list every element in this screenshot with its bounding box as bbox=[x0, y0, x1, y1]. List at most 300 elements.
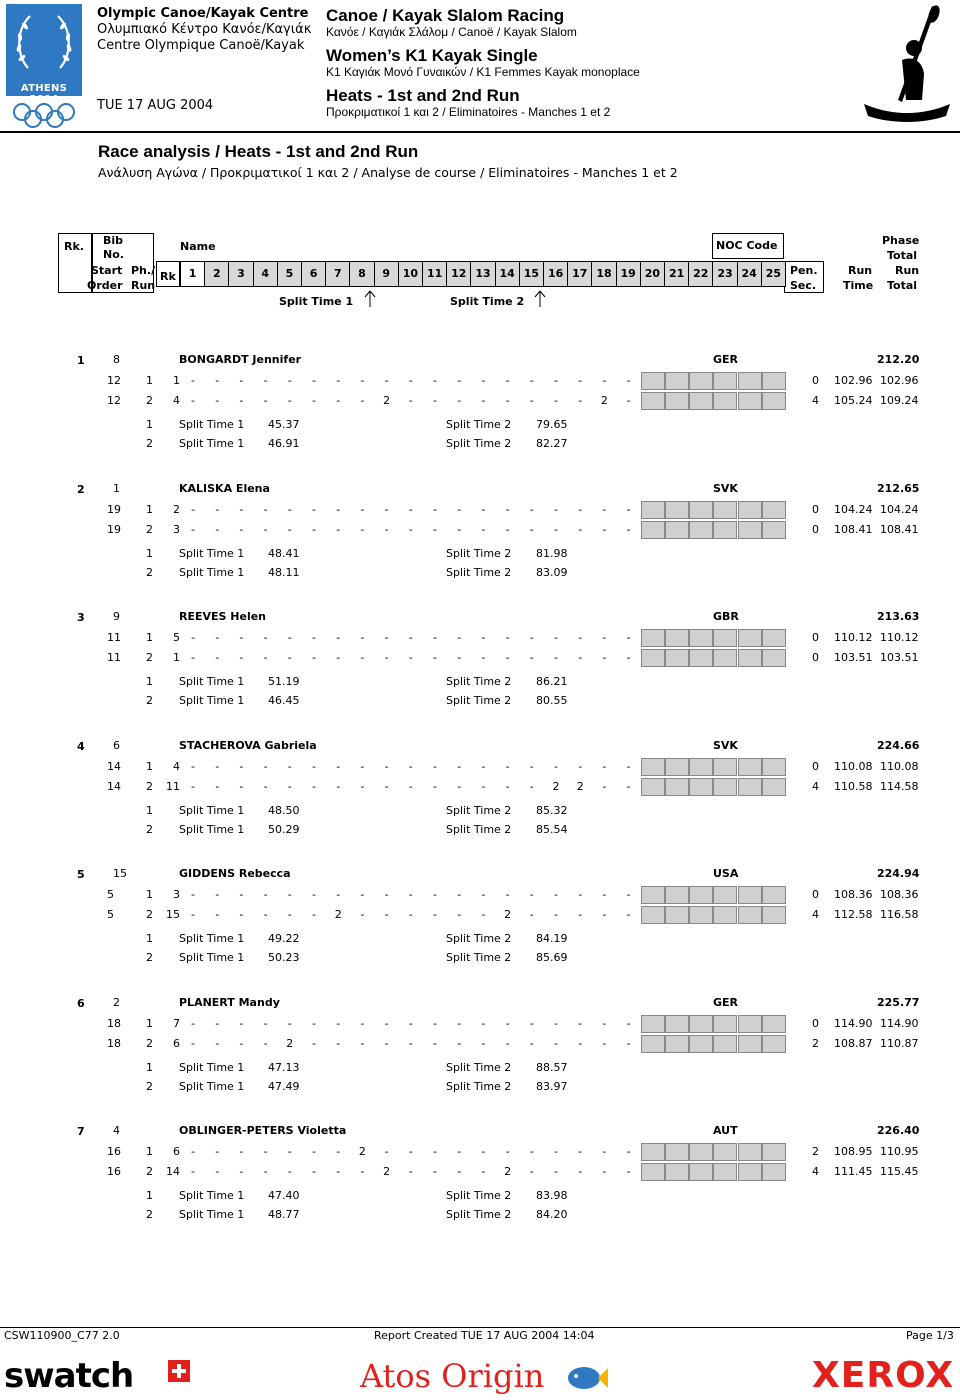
gate-cell: - bbox=[505, 888, 510, 901]
athlete-name: OBLINGER-PETERS Violetta bbox=[179, 1124, 347, 1137]
gate-cell: - bbox=[384, 779, 389, 793]
split-1-value: 46.91 bbox=[268, 437, 300, 450]
gate-cell: - bbox=[457, 888, 462, 901]
gate-header-14: 14 bbox=[495, 261, 520, 287]
gate-cell: - bbox=[239, 1145, 244, 1158]
gate-cell bbox=[738, 629, 762, 647]
gate-cell: - bbox=[360, 1036, 365, 1050]
gate-cell: - bbox=[433, 651, 437, 664]
gate-cell: - bbox=[215, 888, 220, 901]
gate-cell: - bbox=[578, 1145, 583, 1158]
split-1-value: 50.23 bbox=[268, 951, 300, 964]
run-penalty: 4 bbox=[812, 394, 819, 407]
gate-cell: - bbox=[457, 1145, 462, 1158]
gate-cell: - bbox=[626, 651, 631, 664]
gate-cell: - bbox=[457, 1016, 462, 1030]
gate-cell: - bbox=[481, 1016, 486, 1030]
gate-cell: - bbox=[263, 651, 268, 664]
split-run-number: 1 bbox=[146, 675, 153, 688]
venue-fr: Centre Olympique Canoë/Kayak bbox=[97, 38, 305, 53]
gate-cell: 2 bbox=[383, 394, 391, 407]
gate-cell bbox=[738, 1143, 762, 1161]
gate-cell: - bbox=[287, 779, 292, 793]
gate-cell: - bbox=[529, 1165, 534, 1178]
gate-cell: - bbox=[554, 522, 558, 536]
gate-cell: - bbox=[626, 1016, 631, 1030]
gate-header-19: 19 bbox=[616, 261, 641, 287]
col-run-time-1: Run bbox=[848, 264, 873, 277]
gate-header-3: 3 bbox=[228, 261, 253, 287]
athlete-bib: 8 bbox=[113, 353, 120, 366]
gate-cell: - bbox=[263, 394, 268, 407]
run-number: 1 bbox=[146, 759, 153, 773]
gate-cell: - bbox=[602, 631, 607, 644]
gate-cell bbox=[641, 758, 665, 776]
run-start-order: 16 bbox=[107, 1165, 121, 1178]
gate-cell bbox=[738, 906, 762, 924]
gate-cell: - bbox=[312, 502, 316, 516]
run-start-order: 18 bbox=[107, 1016, 121, 1030]
gate-cell: - bbox=[602, 908, 607, 921]
gate-cell: - bbox=[602, 502, 607, 516]
gate-cell: - bbox=[554, 1165, 558, 1178]
gate-cell: - bbox=[626, 759, 631, 773]
gate-cell: - bbox=[481, 502, 486, 516]
run-rank: 15 bbox=[166, 908, 180, 921]
split-1-label: Split Time 1 bbox=[179, 803, 245, 817]
split-1-label: Split Time 1 bbox=[179, 565, 245, 579]
gate-cell bbox=[738, 392, 762, 410]
gate-cell bbox=[738, 778, 762, 796]
gate-cell bbox=[665, 521, 689, 539]
gate-cell bbox=[762, 629, 786, 647]
gate-cell: - bbox=[408, 651, 413, 664]
gate-cell: 2 bbox=[504, 908, 512, 921]
run-rank: 3 bbox=[173, 888, 180, 901]
athlete-rank: 1 bbox=[77, 354, 85, 367]
gate-cell: - bbox=[481, 1165, 486, 1178]
gate-cell: - bbox=[554, 1036, 558, 1050]
gate-header-15: 15 bbox=[519, 261, 544, 287]
run-total: 102.96 bbox=[880, 374, 919, 387]
gate-cell: - bbox=[312, 394, 316, 407]
gate-cell: - bbox=[312, 631, 316, 644]
gate-cell: - bbox=[602, 1016, 607, 1030]
run-time: 104.24 bbox=[834, 502, 873, 516]
gate-cell bbox=[641, 392, 665, 410]
split-2-value: 88.57 bbox=[536, 1060, 568, 1074]
gate-cell: - bbox=[336, 1036, 341, 1050]
gate-cell: - bbox=[578, 374, 583, 387]
run-rank: 14 bbox=[166, 1165, 180, 1178]
run-penalty: 0 bbox=[812, 374, 819, 387]
kayak-slalom-pictogram-icon bbox=[862, 4, 952, 124]
split-1-label: Split Time 1 bbox=[179, 1060, 245, 1074]
run-penalty: 0 bbox=[812, 651, 819, 664]
col-phase: Phase bbox=[882, 234, 920, 247]
gate-cell bbox=[738, 372, 762, 390]
gate-cell: - bbox=[408, 394, 413, 407]
atos-origin-logo: Atos Origin bbox=[360, 1357, 545, 1395]
gate-cell: - bbox=[529, 502, 534, 516]
gate-cell: - bbox=[529, 888, 534, 901]
split-1-value: 47.40 bbox=[268, 1189, 300, 1202]
gate-cell: - bbox=[191, 374, 195, 387]
run-total: 110.08 bbox=[880, 759, 919, 773]
gate-cell: - bbox=[481, 394, 486, 407]
run-rank: 1 bbox=[173, 651, 180, 664]
run-time: 108.36 bbox=[834, 888, 873, 901]
gate-cell: - bbox=[457, 779, 462, 793]
report-code: CSW110900_C77 2.0 bbox=[4, 1329, 120, 1342]
xerox-logo: XEROX bbox=[812, 1355, 955, 1396]
gate-cell: - bbox=[529, 651, 534, 664]
gate-cell bbox=[689, 501, 713, 519]
run-penalty: 2 bbox=[812, 1036, 819, 1050]
gate-cell: - bbox=[384, 759, 389, 773]
gate-cell: - bbox=[626, 1165, 631, 1178]
gate-cell bbox=[641, 906, 665, 924]
gate-cell bbox=[689, 521, 713, 539]
athlete-rank: 7 bbox=[77, 1125, 85, 1138]
gate-cell: - bbox=[312, 1165, 316, 1178]
run-total: 114.90 bbox=[880, 1016, 919, 1030]
gate-cell: - bbox=[215, 759, 220, 773]
gate-cell: - bbox=[554, 908, 558, 921]
gate-cell: - bbox=[287, 374, 292, 387]
gate-cell: - bbox=[360, 908, 365, 921]
split-run-number: 1 bbox=[146, 546, 153, 560]
athens-2004-logo bbox=[6, 4, 82, 128]
gate-cell: - bbox=[263, 779, 268, 793]
split-1-value: 47.49 bbox=[268, 1079, 300, 1093]
split-run-number: 2 bbox=[146, 437, 153, 450]
gate-cell: - bbox=[191, 651, 195, 664]
gate-cell bbox=[738, 1015, 762, 1033]
split-2-value: 82.27 bbox=[536, 437, 568, 450]
gate-cell: - bbox=[336, 394, 341, 407]
split-1-label: Split Time 1 bbox=[179, 694, 245, 707]
gate-cell: - bbox=[263, 888, 268, 901]
gate-cell: - bbox=[578, 1036, 583, 1050]
run-total: 108.36 bbox=[880, 888, 919, 901]
gate-cell: - bbox=[239, 374, 244, 387]
athlete-noc: GBR bbox=[713, 610, 739, 623]
gate-cell: - bbox=[433, 1016, 437, 1030]
split-run-number: 1 bbox=[146, 1189, 153, 1202]
gate-cell: - bbox=[336, 779, 341, 793]
gate-cell bbox=[689, 778, 713, 796]
run-start-order: 19 bbox=[107, 502, 121, 516]
gate-cell: - bbox=[263, 502, 268, 516]
header-divider bbox=[0, 131, 960, 133]
gate-cell: - bbox=[215, 502, 220, 516]
gate-cell: - bbox=[191, 394, 195, 407]
gate-cell: - bbox=[215, 522, 220, 536]
run-penalty: 4 bbox=[812, 908, 819, 921]
split-1-label: Split Time 1 bbox=[179, 418, 245, 431]
gate-cell bbox=[689, 629, 713, 647]
gate-cell bbox=[665, 372, 689, 390]
split-2-value: 84.19 bbox=[536, 932, 568, 945]
gate-header-7: 7 bbox=[325, 261, 350, 287]
gate-cell: - bbox=[384, 502, 389, 516]
swiss-cross-icon bbox=[168, 1360, 190, 1382]
gate-cell: - bbox=[408, 1016, 413, 1030]
gate-cell: - bbox=[287, 759, 292, 773]
gate-cell: - bbox=[384, 908, 389, 921]
run-start-order: 14 bbox=[107, 759, 121, 773]
gate-cell: - bbox=[239, 888, 244, 901]
gate-header-11: 11 bbox=[422, 261, 447, 287]
gate-cell: - bbox=[602, 1036, 607, 1050]
col-rank: Rk. bbox=[64, 240, 84, 253]
run-start-order: 12 bbox=[107, 374, 121, 387]
split-1-value: 48.77 bbox=[268, 1208, 300, 1221]
run-start-order: 11 bbox=[107, 651, 121, 664]
gate-cell: - bbox=[481, 1036, 486, 1050]
run-rank: 3 bbox=[173, 522, 180, 536]
gate-cell: - bbox=[481, 631, 486, 644]
gate-cell bbox=[762, 501, 786, 519]
gate-header-24: 24 bbox=[737, 261, 762, 287]
col-run-total-1: Run bbox=[895, 264, 920, 277]
gate-cell: - bbox=[408, 1036, 413, 1050]
gate-cell: - bbox=[578, 759, 583, 773]
gate-cell: - bbox=[578, 631, 583, 644]
gate-cell bbox=[689, 1163, 713, 1181]
split-2-label: Split Time 2 bbox=[446, 437, 512, 450]
athlete-phase-total: 226.40 bbox=[877, 1124, 920, 1137]
athlete-noc: GER bbox=[713, 353, 739, 366]
gate-cell: - bbox=[602, 1145, 607, 1158]
gate-cell: - bbox=[191, 1016, 195, 1030]
gate-cell: - bbox=[554, 394, 558, 407]
run-total: 110.12 bbox=[880, 631, 919, 644]
gate-cell: - bbox=[433, 1165, 437, 1178]
gate-cell bbox=[762, 1163, 786, 1181]
run-number: 1 bbox=[146, 374, 153, 387]
run-penalty: 0 bbox=[812, 759, 819, 773]
gate-cell bbox=[713, 1143, 737, 1161]
gate-header-4: 4 bbox=[253, 261, 278, 287]
gate-cell: - bbox=[578, 1165, 583, 1178]
run-number: 2 bbox=[146, 908, 153, 921]
gate-cell: - bbox=[384, 374, 389, 387]
run-rank: 1 bbox=[173, 374, 180, 387]
gate-cell: - bbox=[312, 1036, 316, 1050]
gate-cell: - bbox=[433, 1145, 437, 1158]
gate-cell: - bbox=[529, 908, 534, 921]
run-number: 2 bbox=[146, 522, 153, 536]
gate-cell: 2 bbox=[383, 1165, 391, 1178]
gate-cell bbox=[738, 1035, 762, 1053]
gate-cell: - bbox=[336, 522, 341, 536]
gate-header-9: 9 bbox=[374, 261, 399, 287]
gate-cell bbox=[762, 392, 786, 410]
gate-cell: - bbox=[239, 1016, 244, 1030]
venue-block bbox=[97, 6, 311, 54]
page-number: Page 1/3 bbox=[906, 1329, 954, 1342]
gate-cell: - bbox=[287, 631, 292, 644]
gate-cell bbox=[665, 758, 689, 776]
split-run-number: 1 bbox=[146, 418, 153, 431]
athlete-phase-total: 212.65 bbox=[877, 481, 920, 495]
split-1-label: Split Time 1 bbox=[179, 951, 245, 964]
gate-cell: - bbox=[602, 1165, 607, 1178]
gate-cell: - bbox=[263, 522, 268, 536]
gate-cell bbox=[689, 372, 713, 390]
gate-cell: - bbox=[578, 394, 583, 407]
gate-cell bbox=[689, 1015, 713, 1033]
gate-cell: - bbox=[336, 651, 341, 664]
gate-cell: - bbox=[239, 394, 244, 407]
split-2-value: 79.65 bbox=[536, 418, 568, 431]
split-2-label: Split Time 2 bbox=[446, 675, 512, 688]
gate-cell: - bbox=[191, 502, 195, 516]
gate-cell bbox=[689, 906, 713, 924]
run-time: 110.08 bbox=[834, 759, 873, 773]
run-total: 110.87 bbox=[880, 1036, 919, 1050]
gate-cell: - bbox=[626, 394, 631, 407]
gate-header-1: 1 bbox=[180, 261, 205, 287]
athlete-rank: 5 bbox=[77, 868, 85, 881]
gate-cell: - bbox=[578, 522, 583, 536]
gate-cell: - bbox=[239, 908, 244, 921]
gate-cell: - bbox=[602, 759, 607, 773]
athlete-rank: 3 bbox=[77, 611, 85, 624]
gate-cell: - bbox=[457, 908, 462, 921]
gate-cell: - bbox=[481, 522, 486, 536]
run-total: 109.24 bbox=[880, 394, 919, 407]
gate-cell: - bbox=[505, 1145, 510, 1158]
run-time: 112.58 bbox=[834, 908, 873, 921]
run-time: 110.58 bbox=[834, 779, 873, 793]
col-noc: NOC Code bbox=[716, 239, 778, 252]
split-2-label: Split Time 2 bbox=[446, 565, 512, 579]
gate-header-21: 21 bbox=[664, 261, 689, 287]
gate-cell: - bbox=[312, 888, 316, 901]
gate-cell: - bbox=[408, 779, 413, 793]
gate-cell: - bbox=[239, 631, 244, 644]
gate-cell: - bbox=[554, 1016, 558, 1030]
gate-cell: - bbox=[529, 1016, 534, 1030]
gate-cell: - bbox=[191, 522, 195, 536]
athlete-phase-total: 224.66 bbox=[877, 738, 920, 752]
run-start-order: 16 bbox=[107, 1145, 121, 1158]
gate-cell bbox=[641, 501, 665, 519]
gate-header-16: 16 bbox=[543, 261, 568, 287]
athlete-noc: SVK bbox=[713, 738, 738, 752]
gate-cell bbox=[665, 886, 689, 904]
split-2-label: Split Time 2 bbox=[446, 822, 512, 836]
gate-cell: - bbox=[433, 631, 437, 644]
run-penalty: 0 bbox=[812, 888, 819, 901]
gate-cell: - bbox=[360, 759, 365, 773]
run-number: 1 bbox=[146, 502, 153, 516]
run-total: 114.58 bbox=[880, 779, 919, 793]
run-time: 111.45 bbox=[834, 1165, 873, 1178]
split-1-value: 48.50 bbox=[268, 803, 300, 817]
gate-header-18: 18 bbox=[591, 261, 616, 287]
gate-cell: - bbox=[287, 1016, 292, 1030]
athlete-name: PLANERT Mandy bbox=[179, 995, 280, 1009]
gate-cell: - bbox=[287, 502, 292, 516]
gate-cell: - bbox=[578, 888, 583, 901]
gate-cell: - bbox=[626, 1145, 631, 1158]
gate-cell: - bbox=[360, 522, 365, 536]
gate-cell: - bbox=[336, 631, 341, 644]
split-2-label: Split Time 2 bbox=[446, 546, 512, 560]
split-run-number: 2 bbox=[146, 565, 153, 579]
gate-cell: - bbox=[626, 374, 631, 387]
athlete-noc: AUT bbox=[713, 1124, 738, 1137]
gate-header-17: 17 bbox=[567, 261, 592, 287]
run-number: 2 bbox=[146, 1036, 153, 1050]
run-start-order: 5 bbox=[107, 908, 114, 921]
split-1-label: Split Time 1 bbox=[179, 822, 245, 836]
split-run-number: 2 bbox=[146, 822, 153, 836]
gate-cell: - bbox=[215, 651, 220, 664]
gate-cell: - bbox=[312, 374, 316, 387]
venue-en: Olympic Canoe/Kayak Centre bbox=[97, 6, 309, 21]
gate-cell bbox=[641, 1035, 665, 1053]
run-time: 108.41 bbox=[834, 522, 873, 536]
gate-cell bbox=[689, 758, 713, 776]
phase-title: Heats - 1st and 2nd Run bbox=[326, 86, 520, 105]
gate-cell: - bbox=[602, 374, 607, 387]
athlete-phase-total: 225.77 bbox=[877, 995, 920, 1009]
split-2-label: Split Time 2 bbox=[446, 694, 512, 707]
gate-cell bbox=[762, 906, 786, 924]
split-2-value: 83.97 bbox=[536, 1079, 568, 1093]
run-total: 103.51 bbox=[880, 651, 919, 664]
col-run: Run bbox=[131, 279, 156, 292]
olympic-rings-icon bbox=[12, 102, 76, 128]
run-time: 114.90 bbox=[834, 1016, 873, 1030]
gate-cell bbox=[665, 778, 689, 796]
col-rk: Rk bbox=[160, 270, 176, 283]
split-2-label: Split Time 2 bbox=[446, 1079, 512, 1093]
split-1-label: Split Time 1 bbox=[179, 932, 245, 945]
run-total: 115.45 bbox=[880, 1165, 919, 1178]
run-time: 103.51 bbox=[834, 651, 873, 664]
gate-cell: - bbox=[384, 522, 389, 536]
athlete-noc: SVK bbox=[713, 481, 738, 495]
athlete-rank: 2 bbox=[77, 482, 85, 496]
run-start-order: 11 bbox=[107, 631, 121, 644]
gate-cell: - bbox=[239, 1165, 244, 1178]
event-titles bbox=[326, 6, 640, 120]
footer-divider bbox=[0, 1327, 960, 1328]
run-number: 2 bbox=[146, 779, 153, 793]
gate-cell: - bbox=[312, 1016, 316, 1030]
split-run-number: 2 bbox=[146, 1208, 153, 1221]
split-1-label: Split Time 1 bbox=[179, 1189, 245, 1202]
split-2-value: 84.20 bbox=[536, 1208, 568, 1221]
gate-cell bbox=[689, 1143, 713, 1161]
gate-cell: - bbox=[239, 779, 244, 793]
gate-cell bbox=[665, 906, 689, 924]
gate-cell: - bbox=[408, 374, 413, 387]
split-1-value: 48.11 bbox=[268, 565, 300, 579]
gate-cell: - bbox=[433, 779, 437, 793]
gate-cell: - bbox=[360, 374, 365, 387]
event-date: TUE 17 AUG 2004 bbox=[97, 98, 214, 113]
gate-cell: - bbox=[433, 908, 437, 921]
split-run-number: 1 bbox=[146, 932, 153, 945]
col-pen: Pen. bbox=[790, 264, 818, 277]
